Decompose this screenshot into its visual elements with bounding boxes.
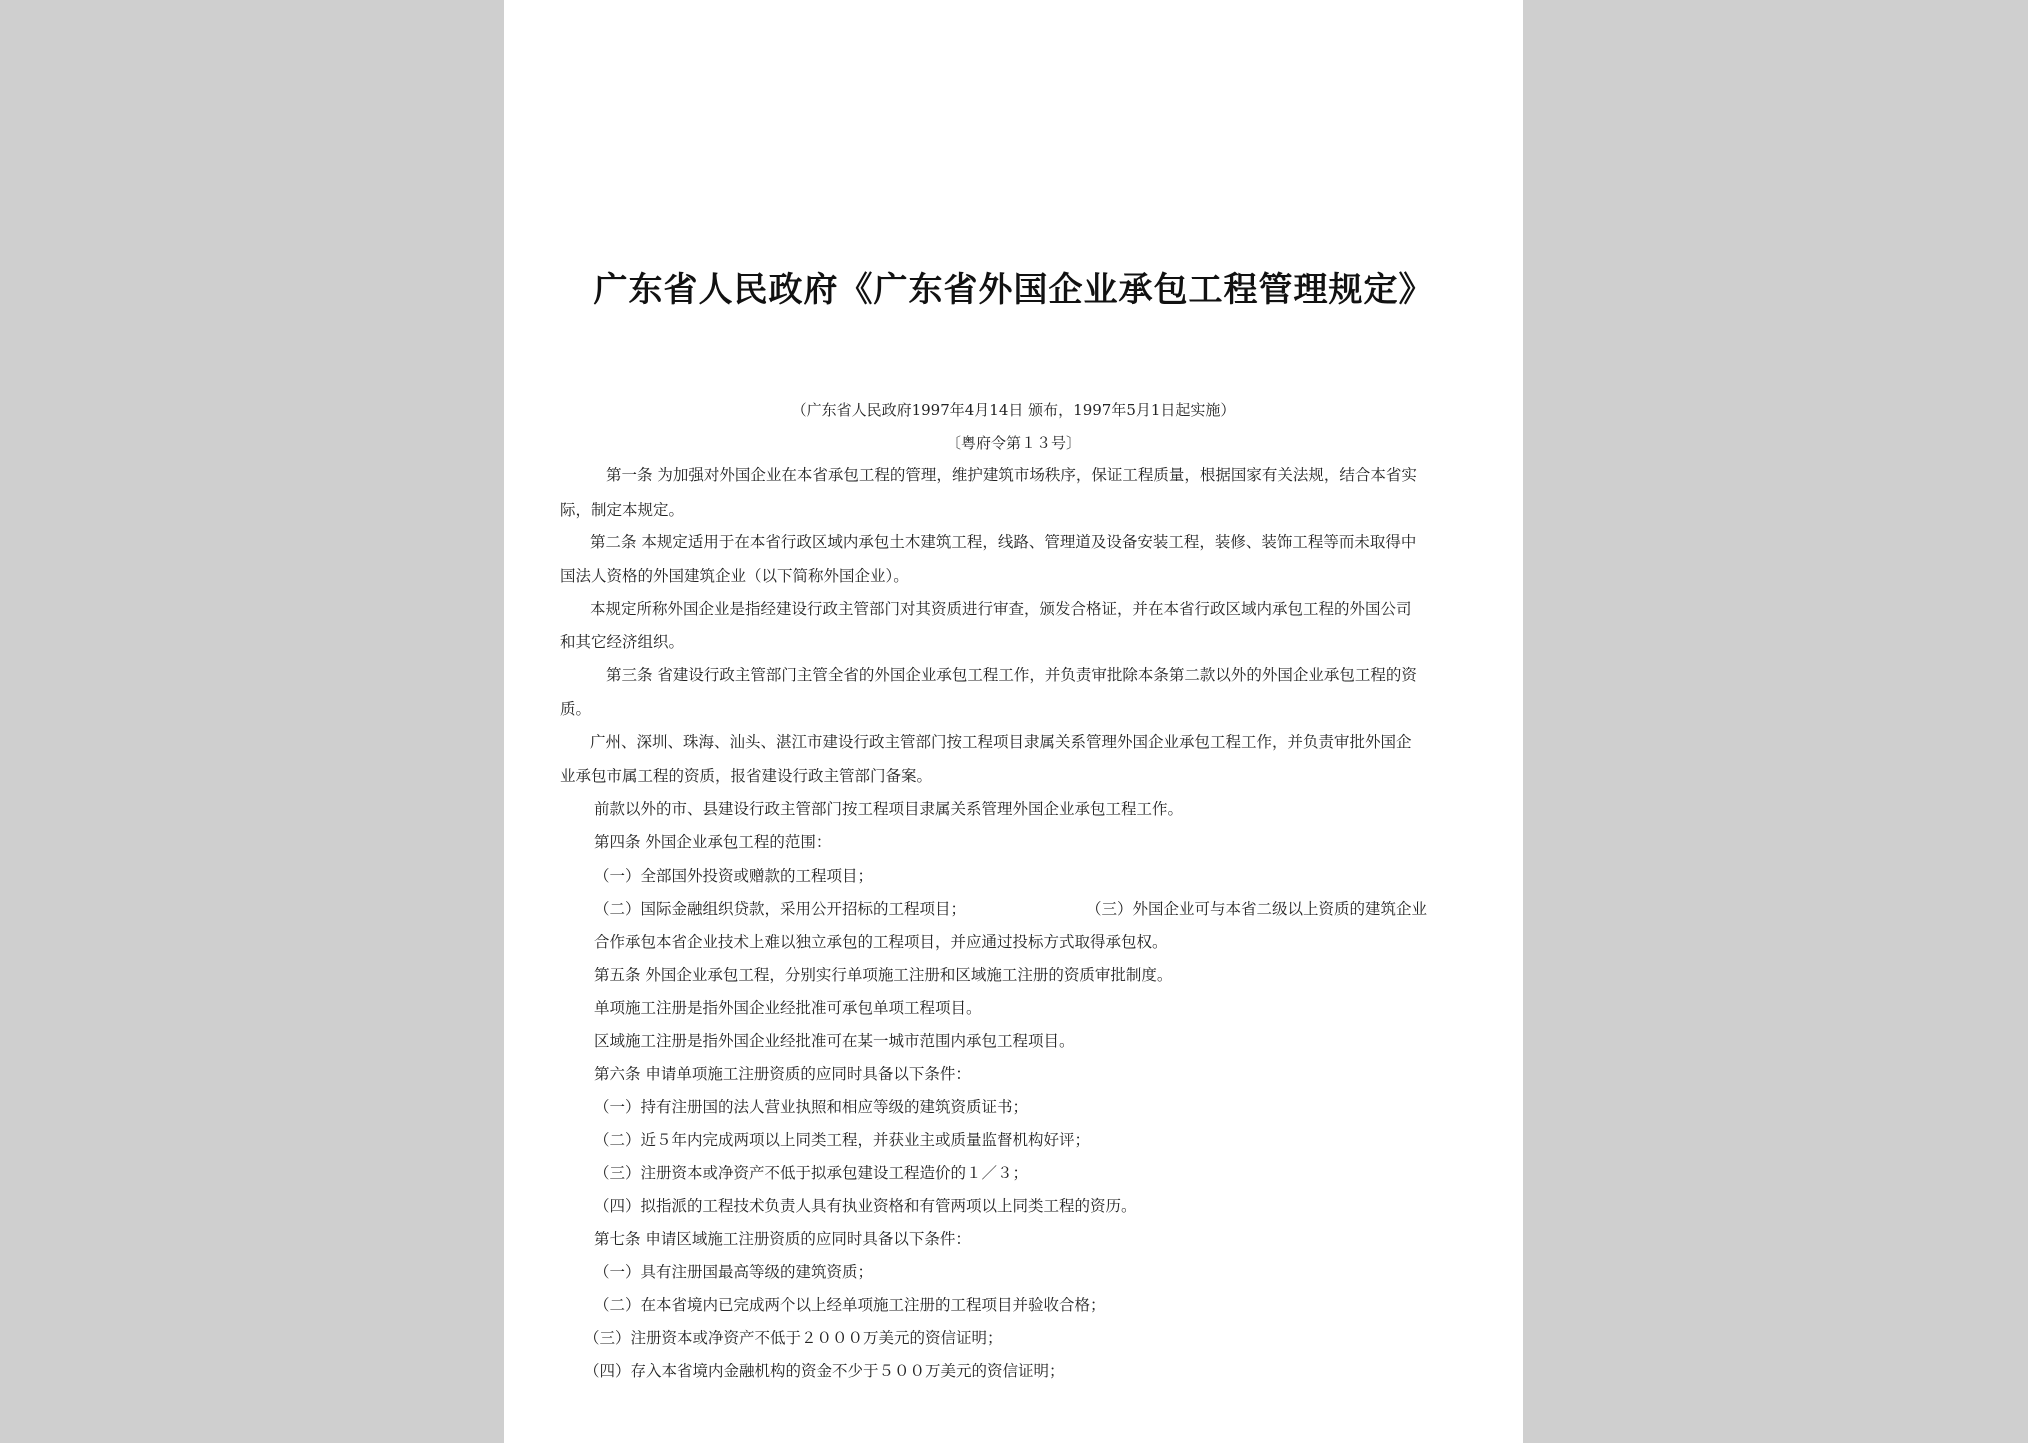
paragraph-line: 第七条 申请区域施工注册资质的应同时具备以下条件：: [594, 1230, 971, 1248]
paragraph-line: 第四条 外国企业承包工程的范围：: [594, 833, 832, 851]
paragraph-line: （三）注册资本或净资产不低于２０００万美元的资信证明；: [584, 1329, 1003, 1347]
paragraph-line: 业承包市属工程的资质，报省建设行政主管部门备案。: [560, 767, 933, 785]
paragraph-line: （三）外国企业可与本省二级以上资质的建筑企业: [1086, 900, 1428, 918]
paragraph-line: 前款以外的市、县建设行政主管部门按工程项目隶属关系管理外国企业承包工程工作。: [594, 800, 1184, 818]
paragraph-line: （二）近５年内完成两项以上同类工程，并获业主或质量监督机构好评；: [594, 1131, 1091, 1149]
paragraph-line: 本规定所称外国企业是指经建设行政主管部门对其资质进行审查，颁发合格证，并在本省行政区域内承包工程的外国公司: [590, 600, 1412, 618]
paragraph-line: （一）持有注册国的法人营业执照和相应等级的建筑资质证书；: [594, 1098, 1029, 1116]
paragraph-line: （三）注册资本或净资产不低于拟承包建设工程造价的１／３；: [594, 1164, 1029, 1182]
paragraph-line: （一）具有注册国最高等级的建筑资质；: [594, 1263, 874, 1281]
paragraph-line: 第五条 外国企业承包工程，分别实行单项施工注册和区域施工注册的资质审批制度。: [594, 966, 1173, 984]
paragraph-line: 广州、深圳、珠海、汕头、湛江市建设行政主管部门按工程项目隶属关系管理外国企业承包工程工作，并负责审批外国企: [590, 733, 1412, 751]
paragraph-line: （一）全部国外投资或赠款的工程项目；: [594, 867, 874, 885]
paragraph-line: 第三条 省建设行政主管部门主管全省的外国企业承包工程工作，并负责审批除本条第二款以外的外国企业承包工程的资: [606, 666, 1417, 684]
decree-number: 〔粤府令第１３号〕: [945, 434, 1081, 452]
paragraph-line: （四）拟指派的工程技术负责人具有执业资格和有管两项以上同类工程的资历。: [594, 1197, 1137, 1215]
document-subtitle: （广东省人民政府1997年4月14日 颁布，1997年5月1日起实施）: [791, 401, 1236, 419]
paragraph-line: 合作承包本省企业技术上难以独立承包的工程项目，并应通过投标方式取得承包权。: [594, 933, 1168, 951]
paragraph-line: 际，制定本规定。: [560, 501, 685, 519]
paragraph-line: 第一条 为加强对外国企业在本省承包工程的管理，维护建筑市场秩序，保证工程质量，根据国家有关法规，结合本省实: [606, 466, 1417, 484]
paragraph-line: 单项施工注册是指外国企业经批准可承包单项工程项目。: [594, 999, 982, 1017]
paragraph-line: （二）在本省境内已完成两个以上经单项施工注册的工程项目并验收合格；: [594, 1296, 1106, 1314]
document-page: [504, 0, 1523, 1443]
paragraph-line: 质。: [560, 700, 592, 718]
paragraph-line: 和其它经济组织。: [560, 633, 685, 651]
paragraph-line: （二）国际金融组织贷款，采用公开招标的工程项目；: [594, 900, 967, 918]
paragraph-line: 区域施工注册是指外国企业经批准可在某一城市范围内承包工程项目。: [594, 1032, 1075, 1050]
paragraph-line: 第二条 本规定适用于在本省行政区域内承包土木建筑工程，线路、管理道及设备安装工程，装修、装饰工程等而未取得中: [590, 533, 1417, 551]
document-title: 广东省人民政府《广东省外国企业承包工程管理规定》: [593, 270, 1434, 310]
paragraph-line: 国法人资格的外国建筑企业（以下简称外国企业）。: [560, 567, 909, 585]
paragraph-line: （四）存入本省境内金融机构的资金不少于５００万美元的资信证明；: [584, 1362, 1065, 1380]
paragraph-line: 第六条 申请单项施工注册资质的应同时具备以下条件：: [594, 1065, 971, 1083]
